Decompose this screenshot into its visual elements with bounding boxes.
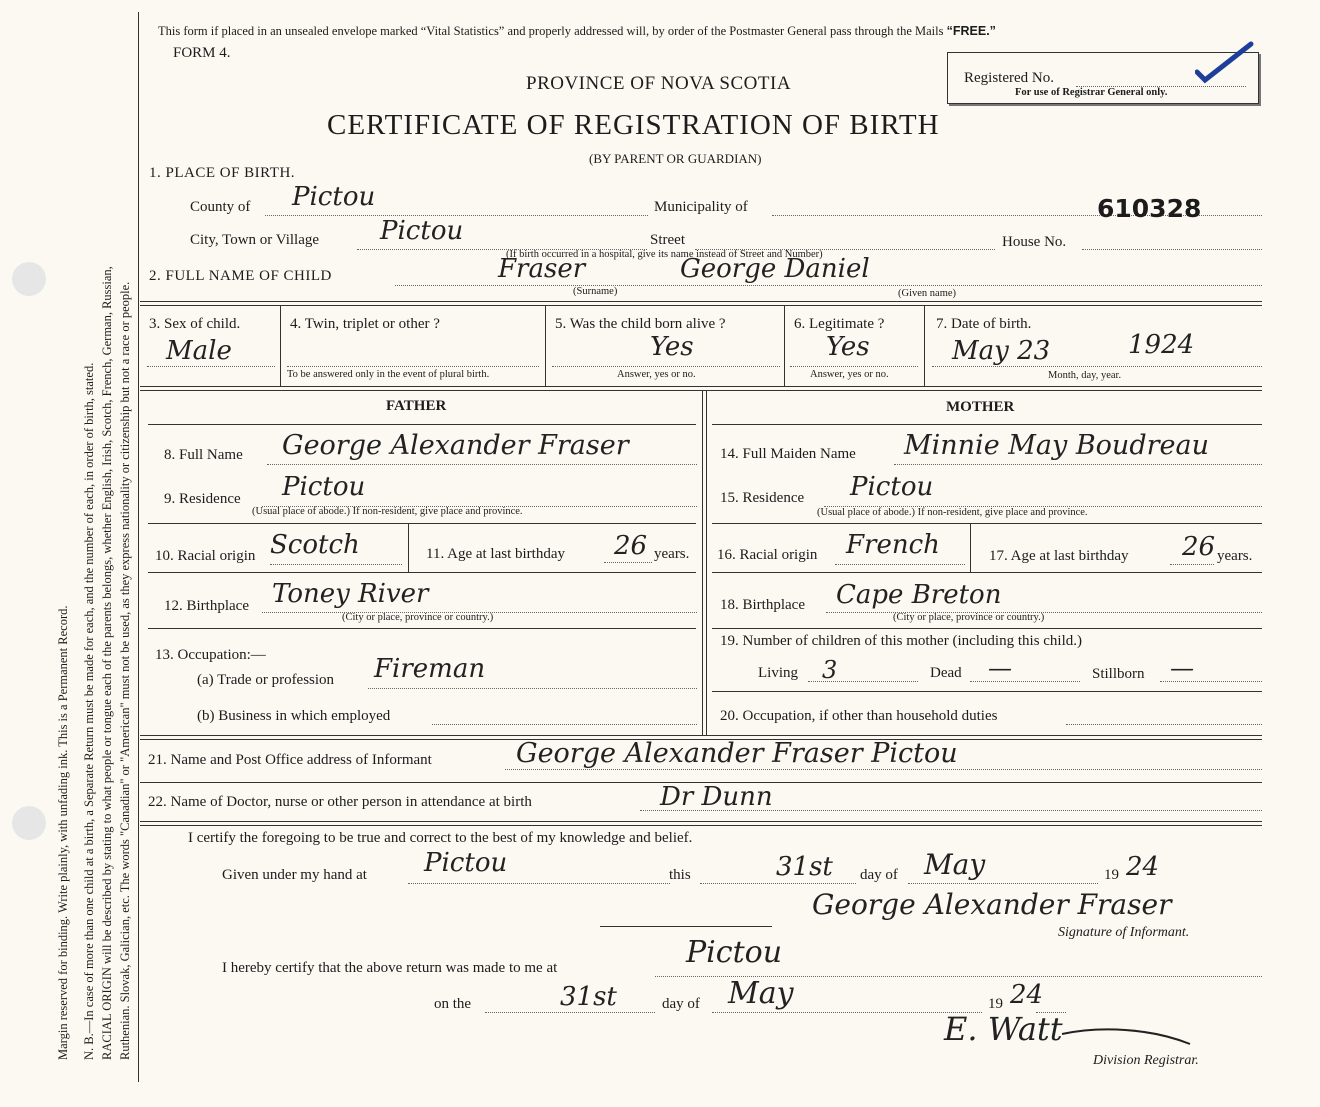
- legitimate-value: Yes: [826, 332, 870, 362]
- punch-hole-bottom: [12, 806, 46, 840]
- certify-day-value: 31st: [776, 852, 833, 882]
- father-birthplace-label: 12. Birthplace: [164, 598, 249, 614]
- twin-label: 4. Twin, triplet or other ?: [290, 316, 440, 332]
- date-of-birth-note: Month, day, year.: [1048, 370, 1122, 381]
- father-birthplace-value: Toney River: [272, 579, 429, 609]
- province-heading: PROVINCE OF NOVA SCOTIA: [526, 73, 792, 94]
- dead-label: Dead: [930, 665, 962, 681]
- living-label: Living: [758, 665, 798, 681]
- registrar-day-of-label: day of: [662, 996, 700, 1012]
- postal-notice: This form if placed in an unsealed envelope marked “Vital Statistics” and properly addressed will, by order of the Postmaster General pass through the Mails “FREE.”: [158, 24, 996, 38]
- dead-value: —: [988, 654, 1012, 682]
- alive-label: 5. Was the child born alive ?: [555, 316, 726, 332]
- registered-label: Registered No.: [964, 70, 1054, 86]
- street-label: Street: [650, 232, 685, 248]
- place-of-birth-heading: 1. PLACE OF BIRTH.: [149, 165, 296, 181]
- father-name-label: 8. Full Name: [164, 447, 243, 463]
- father-age-value: 26: [614, 531, 648, 561]
- sex-value: Male: [166, 336, 232, 366]
- mother-racial-value: French: [846, 530, 940, 560]
- registrar-day-value: 31st: [560, 982, 617, 1012]
- certify-day-of-label: day of: [860, 867, 898, 883]
- given-place-value: Pictou: [424, 848, 508, 878]
- father-birthplace-note: (City or place, province or country.): [342, 612, 494, 623]
- mother-residence-label: 15. Residence: [720, 490, 805, 506]
- house-number-label: House No.: [1002, 234, 1067, 250]
- father-age-label: 11. Age at last birthday: [426, 546, 565, 562]
- certificate-subtitle: (BY PARENT OR GUARDIAN): [589, 151, 762, 166]
- margin-text-3: RACIAL ORIGIN will be described by stating to what people or tongue each of the parents belongs, whether English, Irish, Scotch, French, German, Russian,: [100, 266, 114, 1060]
- mother-birthplace-note: (City or place, province or country.): [893, 612, 1045, 623]
- county-value: Pictou: [292, 182, 376, 212]
- date-of-birth-value: May 23: [952, 336, 1051, 366]
- municipality-label: Municipality of: [654, 199, 748, 215]
- doctor-value: Dr Dunn: [660, 782, 773, 812]
- margin-text-1: Margin reserved for binding. Write plainly, with unfading ink. This is a Permanent Record.: [56, 605, 70, 1060]
- twin-note: To be answered only in the event of plural birth.: [287, 369, 490, 380]
- date-of-birth-label: 7. Date of birth.: [936, 316, 1032, 332]
- stillborn-label: Stillborn: [1092, 666, 1145, 682]
- margin-text-4: Ruthenian. Slovak, Galician, etc. The words "Canadian" or "American" must not be used, as they express nationality or citizenship but not a race or people.: [118, 281, 132, 1060]
- father-occupation-label: 13. Occupation:—: [155, 647, 266, 663]
- alive-value: Yes: [650, 332, 694, 362]
- mother-heading: MOTHER: [946, 399, 1015, 415]
- registrar-signature: E. Watt: [944, 1010, 1063, 1048]
- given-under-hand-label: Given under my hand at: [222, 867, 367, 883]
- father-trade-value: Fireman: [374, 654, 486, 684]
- registrar-month-value: May: [728, 976, 794, 1011]
- mother-birthplace-label: 18. Birthplace: [720, 597, 805, 613]
- mother-abode-note: (Usual place of abode.) If non-resident, give place and province.: [817, 507, 1088, 518]
- form-number: FORM 4.: [173, 45, 231, 61]
- certificate-title: CERTIFICATE OF REGISTRATION OF BIRTH: [327, 109, 940, 141]
- father-residence-label: 9. Residence: [164, 491, 241, 507]
- registrar-signature-flourish: [1060, 1022, 1200, 1052]
- father-heading: FATHER: [386, 398, 447, 414]
- county-label: County of: [190, 199, 251, 215]
- certify-year-value: 24: [1126, 852, 1160, 882]
- mother-name-label: 14. Full Maiden Name: [720, 446, 856, 462]
- this-label: this: [669, 867, 691, 883]
- father-residence-value: Pictou: [282, 472, 366, 502]
- registrar-year-value: 24: [1010, 980, 1044, 1010]
- certify-text: I certify the foregoing to be true and correct to the best of my knowledge and belief.: [188, 830, 693, 846]
- children-count-label: 19. Number of children of this mother (including this child.): [720, 633, 1083, 649]
- ink-check-mark: [1195, 40, 1255, 85]
- registrar-note: For use of Registrar General only.: [1015, 87, 1168, 98]
- mother-occupation-label: 20. Occupation, if other than household duties: [720, 708, 998, 724]
- city-label: City, Town or Village: [190, 232, 320, 248]
- surname-caption: (Surname): [573, 286, 618, 297]
- father-racial-label: 10. Racial origin: [155, 548, 256, 564]
- registrar-certify-text: I hereby certify that the above return was made to me at: [222, 960, 558, 976]
- doctor-label: 22. Name of Doctor, nurse or other person in attendance at birth: [148, 794, 532, 810]
- informant-value: George Alexander Fraser Pictou: [516, 738, 958, 769]
- city-value: Pictou: [380, 216, 464, 246]
- informant-signature-caption: Signature of Informant.: [1058, 925, 1190, 940]
- father-trade-label: (a) Trade or profession: [197, 672, 335, 688]
- mother-years-label: years.: [1217, 548, 1253, 564]
- free-mark: “FREE.”: [946, 24, 996, 38]
- child-name-label: 2. FULL NAME OF CHILD: [149, 268, 332, 284]
- mother-age-value: 26: [1182, 532, 1216, 562]
- living-value: 3: [822, 656, 838, 684]
- form-left-border: [138, 12, 139, 1082]
- registrar-year-prefix: 19: [988, 996, 1003, 1012]
- mother-racial-label: 16. Racial origin: [717, 547, 818, 563]
- hospital-note: (If birth occurred in a hospital, give its name instead of Street and Number): [506, 249, 823, 260]
- father-racial-value: Scotch: [270, 530, 360, 560]
- given-name-caption: (Given name): [898, 288, 957, 299]
- informant-label: 21. Name and Post Office address of Informant: [148, 752, 432, 768]
- margin-text-2: N. B.—In case of more than one child at a birth, a Separate Return must be made for each, and the number of each, in order of birth, stated.: [82, 362, 96, 1060]
- on-the-label: on the: [434, 996, 472, 1012]
- father-business-label: (b) Business in which employed: [197, 708, 391, 724]
- mother-residence-value: Pictou: [850, 472, 934, 502]
- child-given-name: George Daniel: [680, 254, 870, 284]
- date-of-birth-year: 1924: [1128, 330, 1195, 360]
- informant-signature: George Alexander Fraser: [812, 888, 1172, 921]
- mother-age-label: 17. Age at last birthday: [989, 548, 1129, 564]
- alive-note: Answer, yes or no.: [617, 369, 696, 380]
- registration-number: 610328: [1097, 194, 1202, 223]
- certify-year-prefix: 19: [1104, 867, 1119, 883]
- punch-hole-top: [12, 262, 46, 296]
- father-abode-note: (Usual place of abode.) If non-resident, give place and province.: [252, 506, 523, 517]
- sex-label: 3. Sex of child.: [149, 316, 241, 332]
- father-name-value: George Alexander Fraser: [282, 430, 629, 461]
- child-surname: Fraser: [498, 254, 586, 284]
- legitimate-note: Answer, yes or no.: [810, 369, 889, 380]
- father-years-label: years.: [654, 546, 690, 562]
- registrar-place-value: Pictou: [686, 935, 783, 970]
- registrar-title: Division Registrar.: [1093, 1053, 1199, 1068]
- stillborn-value: —: [1170, 654, 1194, 682]
- mother-birthplace-value: Cape Breton: [836, 580, 1002, 610]
- legitimate-label: 6. Legitimate ?: [794, 316, 885, 332]
- certify-month-value: May: [924, 848, 986, 881]
- mother-name-value: Minnie May Boudreau: [904, 430, 1209, 461]
